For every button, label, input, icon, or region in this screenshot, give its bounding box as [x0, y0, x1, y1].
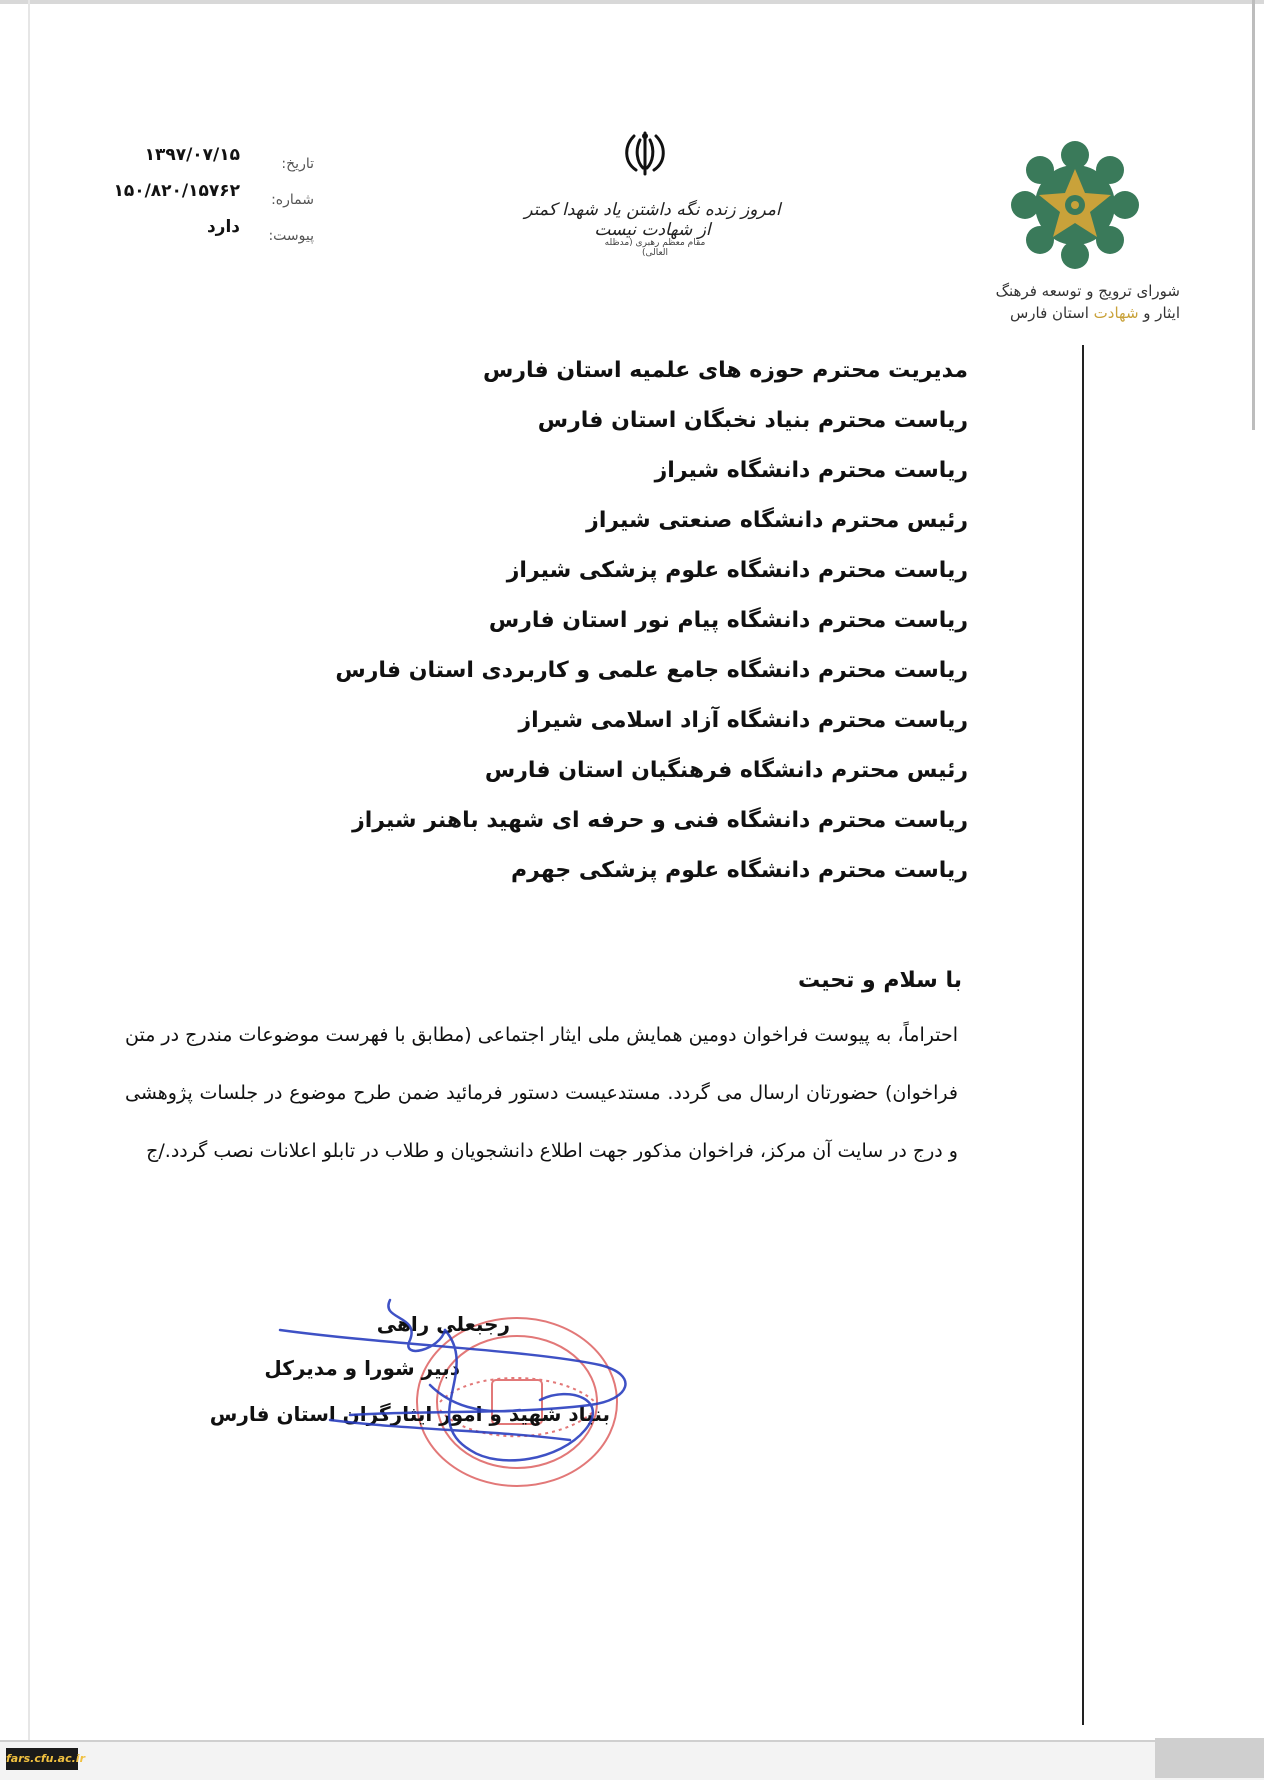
scan-edge-top	[0, 0, 1264, 4]
iran-emblem-icon	[620, 130, 670, 178]
organization-line1: شورای ترویج و توسعه فرهنگ	[995, 282, 1180, 300]
motto-text: امروز زنده نگه داشتن یاد شهدا کمتر از شهادت نیست	[524, 200, 781, 240]
recipient-line: ریاست محترم دانشگاه جامع علمی و کاربردی استان فارس	[335, 658, 968, 683]
signer-name: رجبعلی راهی	[376, 1312, 510, 1336]
recipient-line: ریاست محترم دانشگاه علوم پزشکی جهرم	[511, 858, 968, 883]
recipient-line: رئیس محترم دانشگاه صنعتی شیراز	[586, 508, 968, 533]
organization-line2-highlight: شهادت	[1093, 304, 1139, 322]
organization-line2	[975, 302, 1180, 324]
scan-edge-bottom	[0, 1740, 1264, 1780]
scan-corner	[1155, 1738, 1264, 1778]
site-watermark: fars.cfu.ac.ir	[6, 1748, 78, 1770]
recipient-line: ریاست محترم دانشگاه علوم پزشکی شیراز	[506, 558, 968, 583]
date-value: ۱۳۹۷/۰۷/۱۵	[144, 145, 240, 165]
body-paragraph: احتراماً، به پیوست فراخوان دومین همایش ملی ایثار اجتماعی (مطابق با فهرست موضوعات مندرج در متن فراخوان) حضورتان ارسال می گردد. مستدعیست دستور فرمائید ضمن طرح موضوع در جلسات پژوهشی و درج در سایت آن مرکز، فراخوان مذکور جهت اطلاع دانشجویان و طلاب در تابلو اعلانات نصب گردد./ج	[125, 1024, 958, 1162]
recipient-line: ریاست محترم بنیاد نخبگان استان فارس	[537, 408, 968, 433]
recipient-line: ریاست محترم دانشگاه فنی و حرفه ای شهید باهنر شیراز	[352, 808, 968, 833]
recipient-line: ریاست محترم دانشگاه آزاد اسلامی شیراز	[518, 708, 968, 733]
organization-name	[975, 280, 1180, 324]
attachment-label: پیوست:	[268, 228, 314, 244]
greeting: با سلام و تحیت	[797, 968, 962, 993]
date-label: تاریخ:	[281, 156, 314, 172]
margin-rule	[1082, 345, 1084, 1725]
number-value: ۱۵۰/۸۲۰/۱۵۷۶۲	[113, 181, 240, 201]
star-flower-logo-icon	[1005, 135, 1145, 275]
handwritten-signature-icon	[270, 1290, 650, 1490]
scan-edge-right	[1252, 0, 1255, 430]
scan-edge-left	[28, 0, 30, 1745]
signer-title: دبیر شورا و مدیرکل	[264, 1356, 460, 1380]
recipient-list	[300, 358, 968, 908]
recipient-line: ریاست محترم دانشگاه شیراز	[654, 458, 968, 483]
meta-labels	[262, 156, 314, 264]
organization-line2-post: استان فارس	[1009, 304, 1089, 322]
signer-organization: بنیاد شهید و امور ایثارگران استان فارس	[209, 1402, 610, 1426]
attachment-value: دارد	[206, 217, 240, 237]
meta-values	[90, 145, 240, 253]
recipient-line: ریاست محترم دانشگاه پیام نور استان فارس	[488, 608, 968, 633]
recipient-line: رئیس محترم دانشگاه فرهنگیان استان فارس	[484, 758, 968, 783]
recipient-line: مدیریت محترم حوزه های علمیه استان فارس	[483, 358, 968, 383]
organization-line2-pre: ایثار و	[1143, 304, 1180, 322]
number-label: شماره:	[271, 192, 314, 208]
motto-source: مقام معظم رهبری (مدظله العالی)	[604, 238, 706, 258]
